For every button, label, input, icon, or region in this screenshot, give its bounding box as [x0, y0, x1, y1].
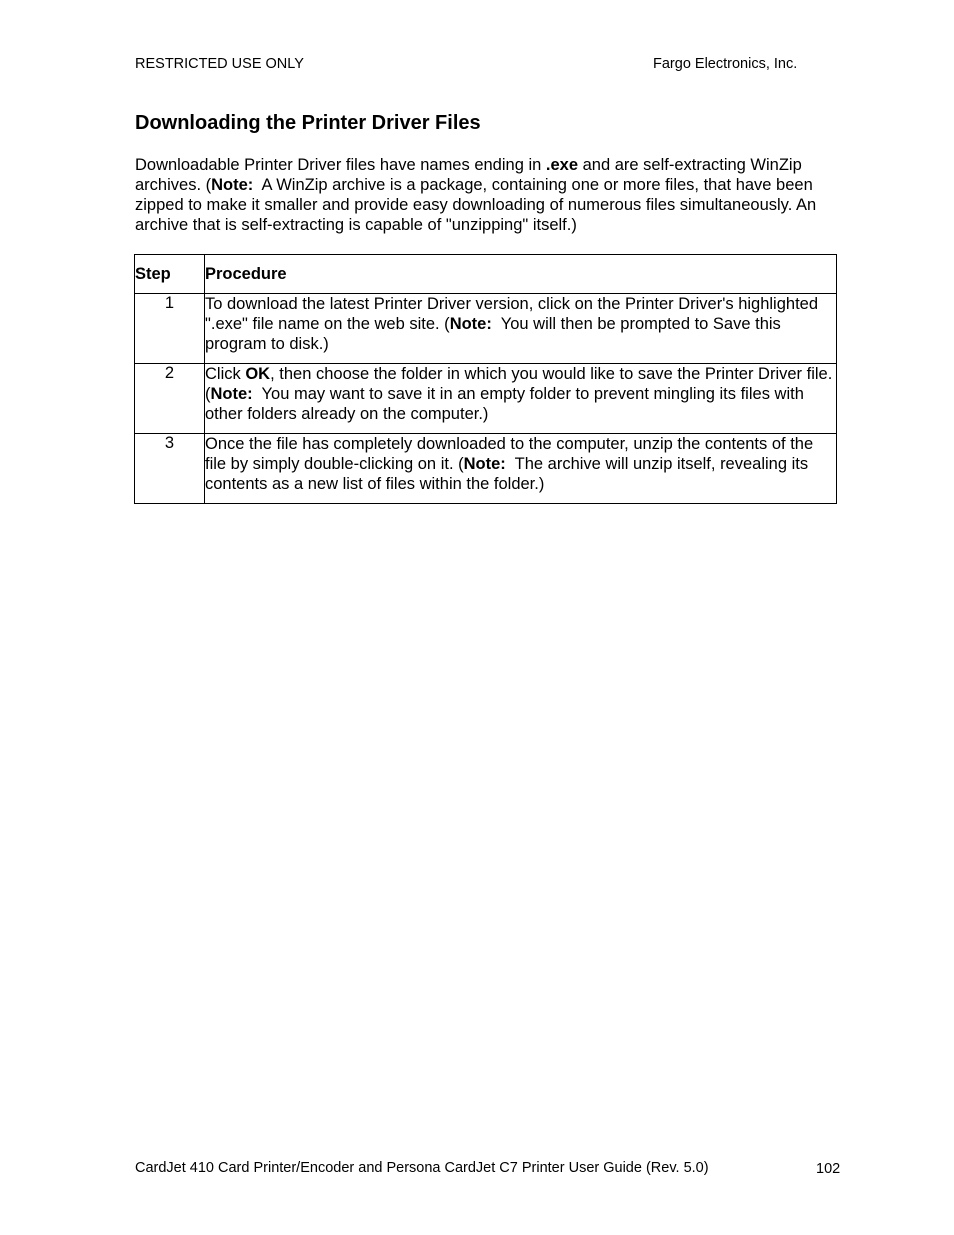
footer-guide-title: CardJet 410 Card Printer/Encoder and Persona CardJet C7 Printer User Guide (Rev. 5.0) [135, 1160, 709, 1176]
step-number: 1 [135, 294, 205, 364]
procedure-text [205, 294, 837, 364]
note-label: Note: [449, 315, 492, 333]
header-step: Step [135, 255, 205, 294]
intro-text-1: Downloadable Printer Driver files have names ending in [135, 156, 546, 174]
procedure-text-part: You may want to save it in an empty folder to prevent mingling its files with other folders already on the computer.) [205, 385, 809, 423]
intro-text-3: A WinZip archive is a package, containing one or more files, that have been zipped to make it smaller and provide easy downloading of numerous files simultaneously. An archive that is self-extracting is capable of "unzipping" itself.) [135, 176, 821, 234]
procedure-text-part: Once the file has completely downloaded to the computer, unzip the contents of the file by simply double-clicking on it. ( [205, 435, 814, 473]
page-number: 102 [816, 1161, 841, 1177]
procedure-table [134, 254, 837, 504]
intro-text-2: and are self-extracting WinZip archives. ( [135, 156, 802, 194]
table-row [135, 434, 837, 504]
header-left: RESTRICTED USE ONLY [135, 56, 304, 72]
table-row [135, 364, 837, 434]
intro-note-label: Note: [211, 176, 254, 194]
procedure-text-part: You will then be prompted to Save this program to disk.) [205, 315, 786, 353]
note-label: Note: [210, 385, 253, 403]
header-procedure: Procedure [205, 255, 837, 294]
table-row [135, 294, 837, 364]
procedure-text [205, 434, 837, 504]
intro-paragraph [135, 155, 850, 235]
procedure-text-part: Click [205, 365, 246, 383]
procedure-text [205, 364, 837, 434]
ok-label: OK [245, 365, 271, 383]
header-right: Fargo Electronics, Inc. [653, 56, 798, 72]
intro-bold-exe: .exe [545, 156, 579, 174]
procedure-text-part: To download the latest Printer Driver version, click on the Printer Driver's highlighted ".exe" file name on the web site. ( [205, 295, 819, 333]
table-header-row [135, 255, 837, 294]
step-number: 2 [135, 364, 205, 434]
note-label: Note: [463, 455, 506, 473]
page-title: Downloading the Printer Driver Files [135, 112, 481, 134]
procedure-text-part: , then choose the folder in which you would like to save the Printer Driver file. ( [205, 365, 833, 403]
procedure-text-part: The archive will unzip itself, revealing its contents as a new list of files within the folder.) [205, 455, 813, 493]
step-number: 3 [135, 434, 205, 504]
